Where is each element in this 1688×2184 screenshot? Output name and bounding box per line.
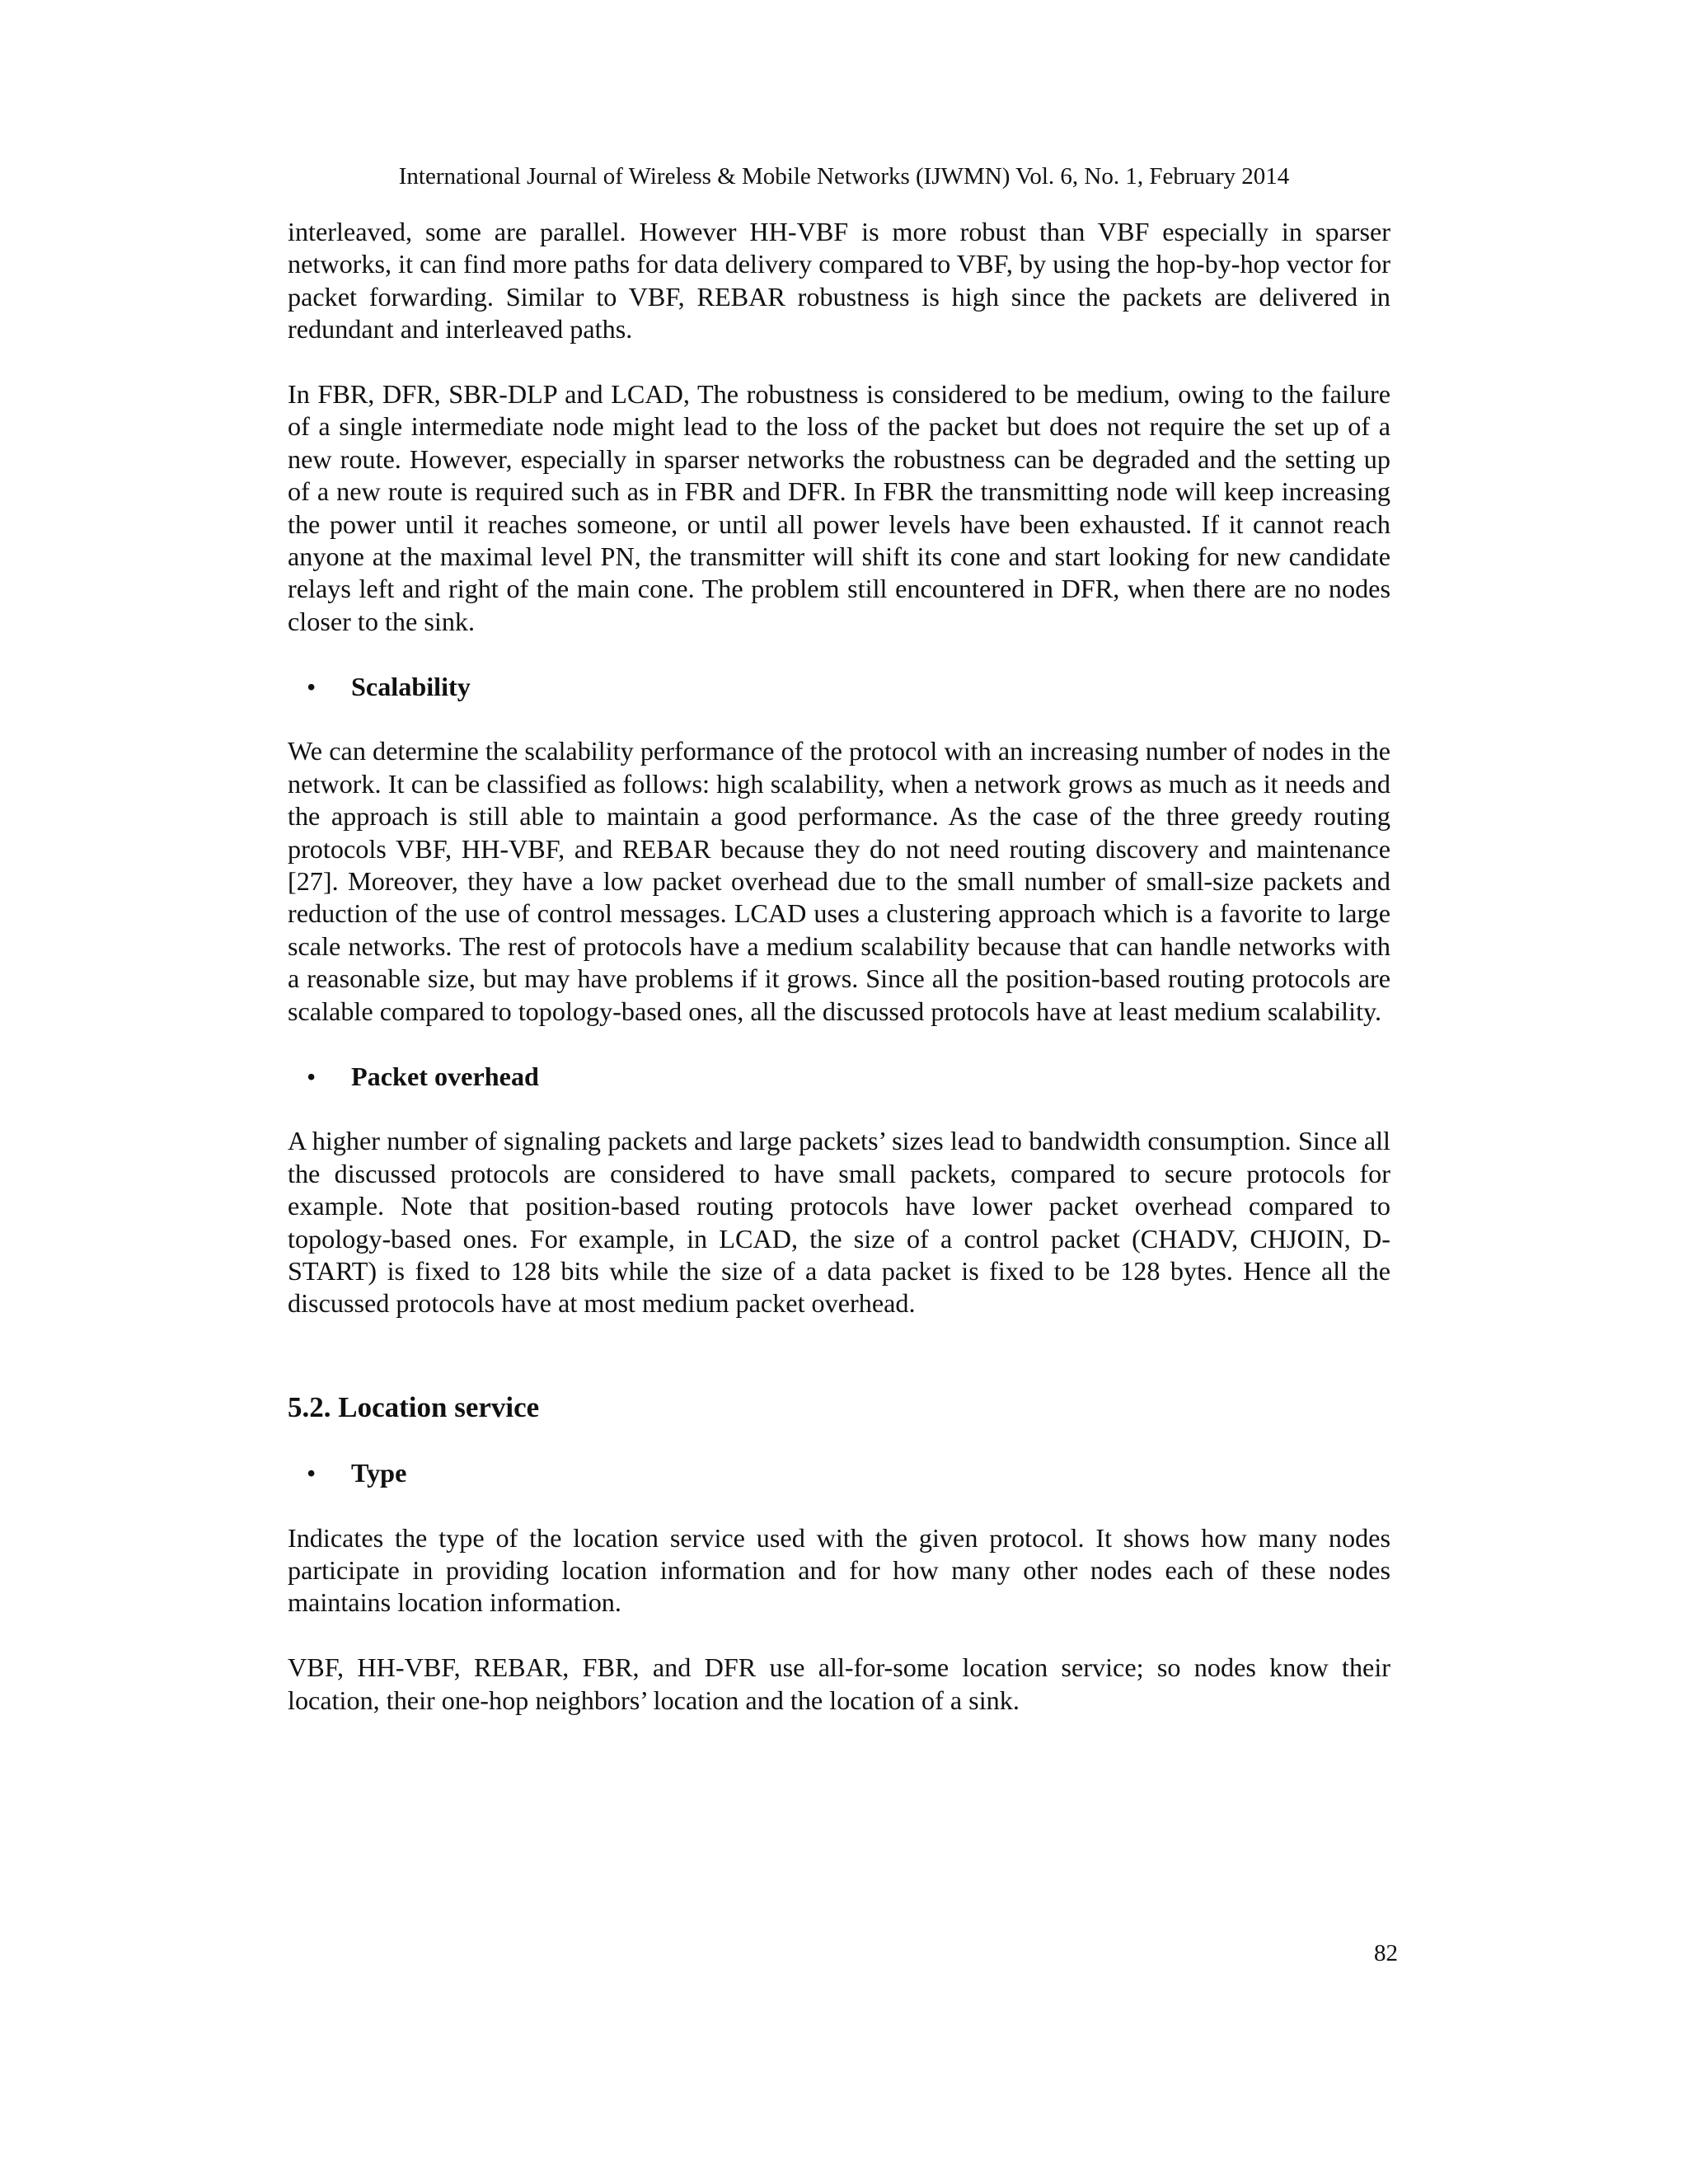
section-spacer [288,1320,1390,1390]
bullet-heading-label: Packet overhead [351,1061,539,1091]
paragraph-packet-overhead: A higher number of signaling packets and large packets’ sizes lead to bandwidth consumption. Since all the discussed protocols are considered to have small packets, compared to secure protocols for example. Note that position-based routing protocols have lower packet overhead compared to topology-based ones. For example, in LCAD, the size of a control packet (CHADV, CHJOIN, D-START) is fixed to 128 bits while the size of a data packet is fixed to be 128 bytes. Hence all the discussed protocols have at most medium packet overhead. [288,1126,1390,1319]
bullet-icon: • [307,671,316,701]
bullet-heading-label: Scalability [351,671,471,701]
paragraph-type: Indicates the type of the location service used with the given protocol. It shows how many nodes participate in providing location information and for how many other nodes each of these nodes maintains location information. [288,1522,1390,1618]
bullet-heading-scalability [288,671,1390,703]
page-number: 82 [1374,1940,1398,1966]
paragraph-robustness-continued: interleaved, some are parallel. However HH-VBF is more robust than VBF especially in sparser networks, it can find more paths for data delivery compared to VBF, by using the hop-by-hop vector for packet forwarding. Similar to VBF, REBAR robustness is high since the packets are delivered in redundant and interleaved paths. [288,217,1390,344]
running-header: International Journal of Wireless & Mobile Networks (IJWMN) Vol. 6, No. 1, February 2014 [398,163,1290,190]
bullet-heading-type [288,1457,1390,1489]
bullet-heading-label: Type [351,1457,407,1488]
bullet-icon: • [307,1061,316,1091]
paragraph-robustness-medium: In FBR, DFR, SBR-DLP and LCAD, The robustness is considered to be medium, owing to the failure of a single intermediate node might lead to the loss of the packet but does not require the set up of a new route. However, especially in sparser networks the robustness can be degraded and the setting up of a new route is required such as in FBR and DFR. In FBR the transmitting node will keep increasing the power until it reaches someone, or until all power levels have been exhausted. If it cannot reach anyone at the maximal level PN, the transmitter will shift its cone and start looking for new candidate relays left and right of the main cone. The problem still encountered in DFR, when there are no nodes closer to the sink. [288,379,1390,636]
paragraph-scalability: We can determine the scalability performance of the protocol with an increasing number of nodes in the network. It can be classified as follows: high scalability, when a network grows as much as it needs and the approach is still able to maintain a good performance. As the case of the three greedy routing protocols VBF, HH-VBF, and REBAR because they do not need routing discovery and maintenance [27]. Moreover, they have a low packet overhead due to the small number of small-size packets and reduction of the use of control messages. LCAD uses a clustering approach which is a favorite to large scale networks. The rest of protocols have a medium scalability because that can handle networks with a reasonable size, but may have problems if it grows. Since all the position-based routing protocols are scalable compared to topology-based ones, all the discussed protocols have at least medium scalability. [288,736,1390,1026]
paragraph-location-service-users: VBF, HH-VBF, REBAR, FBR, and DFR use all-for-some location service; so nodes know their location, their one-hop neighbors’ location and the location of a sink. [288,1652,1390,1715]
section-heading-location-service: 5.2. Location service [288,1390,540,1423]
body-text [288,216,1390,1717]
bullet-icon: • [307,1457,316,1488]
bullet-heading-packet-overhead [288,1061,1390,1093]
